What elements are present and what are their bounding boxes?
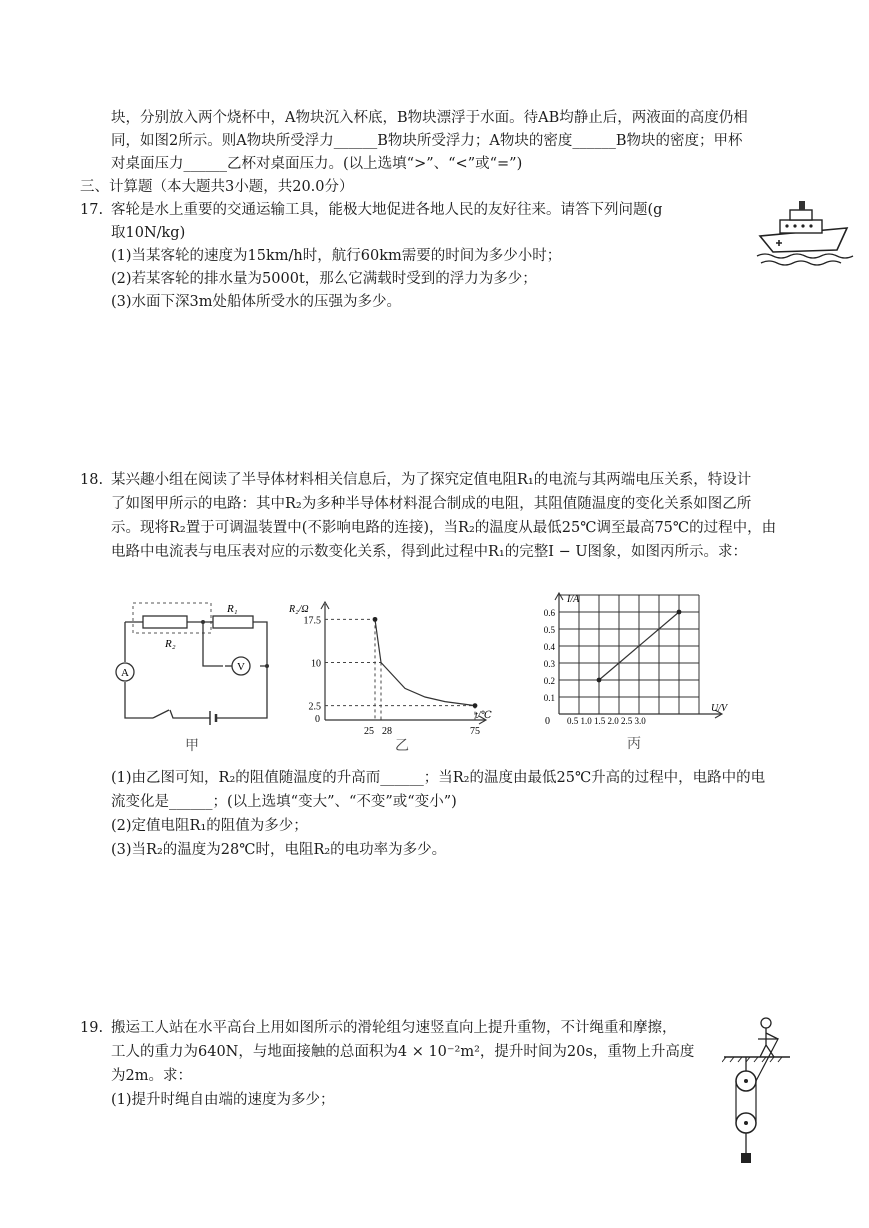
r2-label: R₂: [165, 638, 176, 650]
q17-stem-1: 客轮是水上重要的交通运输工具，能极大地促进各地人民的友好往来。请答下列问题(g: [111, 202, 663, 218]
q17-sub-2: (2)若某客轮的排水量为5000t，那么它满载时受到的浮力为多少；: [111, 271, 537, 287]
data-point-1: [473, 703, 478, 708]
q17-number: 17.: [80, 202, 104, 218]
q18-sub-1b: 流变化是______；(以上选填“变大”、“不变”或“变小”): [111, 794, 457, 810]
current-voltage-chart: [535, 590, 740, 760]
q16-line-1: 块，分别放入两个烧杯中，A物块沉入杯底，B物块漂浮于水面。待AB均静止后，两液面的高度仍相: [111, 110, 748, 126]
q18-sub-2: (2)定值电阻R₁的阻值为多少；: [111, 818, 308, 834]
x-axis-label: t/℃: [475, 710, 492, 721]
q18-stem-4: 电路中电流表与电压表对应的示数变化关系，得到此过程中R₁的完整I − U图象，如图丙所示。求：: [111, 544, 748, 560]
y-tick-2: 0.4: [543, 642, 555, 652]
ship-illustration: [755, 198, 855, 268]
x-axis-label: U/V: [711, 703, 728, 714]
q19-stem-1: 搬运工人站在水平高台上用如图所示的滑轮组匀速竖直向上提升重物，不计绳重和摩擦，: [111, 1020, 677, 1036]
y-tick-3: 0.3: [543, 659, 555, 669]
y-tick-4: 0.2: [543, 676, 555, 686]
y-tick-0: 0.6: [543, 608, 555, 618]
q19-stem-3: 为2m。求：: [111, 1068, 192, 1084]
r2-temperature-chart: [285, 598, 515, 763]
y-tick-0: 17.5: [303, 615, 321, 627]
circuit-diagram: [115, 600, 285, 760]
q18-sub-3: (3)当R₂的温度为28℃时，电阻R₂的电功率为多少。: [111, 842, 447, 858]
pulley-illustration: [722, 1015, 792, 1170]
r2-curve: [375, 619, 475, 705]
q19-stem-2: 工人的重力为640N，与地面接触的总面积为4 × 10⁻²m²，提升时间为20s，重物上升高度: [111, 1044, 695, 1060]
data-point-1: [677, 610, 682, 615]
data-point-0: [597, 678, 602, 683]
q18-stem-1: 某兴趣小组在阅读了半导体材料相关信息后，为了探究定值电阻R₁的电流与其两端电压关系，特设计: [111, 472, 752, 488]
y-tick-5: 0.1: [543, 693, 555, 703]
q16-line-2: 同，如图2所示。则A物块所受浮力______B物块所受浮力；A物块的密度______B物块的密度；甲杯: [111, 133, 743, 149]
x-tick-labels: 0.5 1.0 1.5 2.0 2.5 3.0: [567, 716, 646, 726]
q18-sub-1a: (1)由乙图可知，R₂的阻值随温度的升高而______；当R₂的温度由最低25℃升高的过程中，电路中的电: [111, 770, 766, 786]
caption-jia: 甲: [185, 739, 199, 754]
q18-stem-3: 示。现将R₂置于可调温装置中(不影响电路的连接)，当R₂的温度从最低25℃调至最高75℃的过程中，由: [111, 520, 777, 536]
q17-sub-1: (1)当某客轮的速度为15km/h时，航行60km需要的时间为多少小时；: [111, 248, 562, 264]
q19-number: 19.: [80, 1020, 104, 1036]
origin-label: 0: [545, 716, 550, 727]
y-tick-1: 10: [311, 658, 321, 670]
r1-label: R₁: [227, 603, 238, 615]
ammeter-label: A: [121, 667, 129, 679]
x-tick-1: 28: [382, 726, 392, 737]
caption-yi: 乙: [395, 739, 409, 754]
y-axis-label: R₂/Ω: [289, 604, 309, 615]
caption-bing: 丙: [627, 737, 641, 752]
q17-sub-3: (3)水面下深3m处船体所受水的压强为多少。: [111, 294, 402, 310]
y-axis-label: I/A: [567, 594, 580, 605]
origin-label: 0: [315, 714, 320, 725]
q18-stem-2: 了如图甲所示的电路：其中R₂为多种半导体材料混合制成的电阻，其阻值随温度的变化关系如图乙所: [111, 496, 752, 512]
section-heading: 三、计算题（本大题共3小题，共20.0分）: [80, 179, 354, 195]
q16-line-3: 对桌面压力______乙杯对桌面压力。(以上选填“>”、“<”或“=”): [111, 156, 523, 172]
data-point-0: [373, 617, 378, 622]
y-tick-2: 2.5: [308, 701, 321, 713]
x-tick-0: 25: [364, 726, 374, 737]
q19-sub-1: (1)提升时绳自由端的速度为多少；: [111, 1092, 335, 1108]
q18-number: 18.: [80, 472, 104, 488]
q17-stem-2: 取10N/kg): [111, 225, 186, 241]
x-tick-2: 75: [470, 726, 480, 737]
voltmeter-label: V: [237, 661, 245, 673]
y-tick-1: 0.5: [543, 625, 555, 635]
